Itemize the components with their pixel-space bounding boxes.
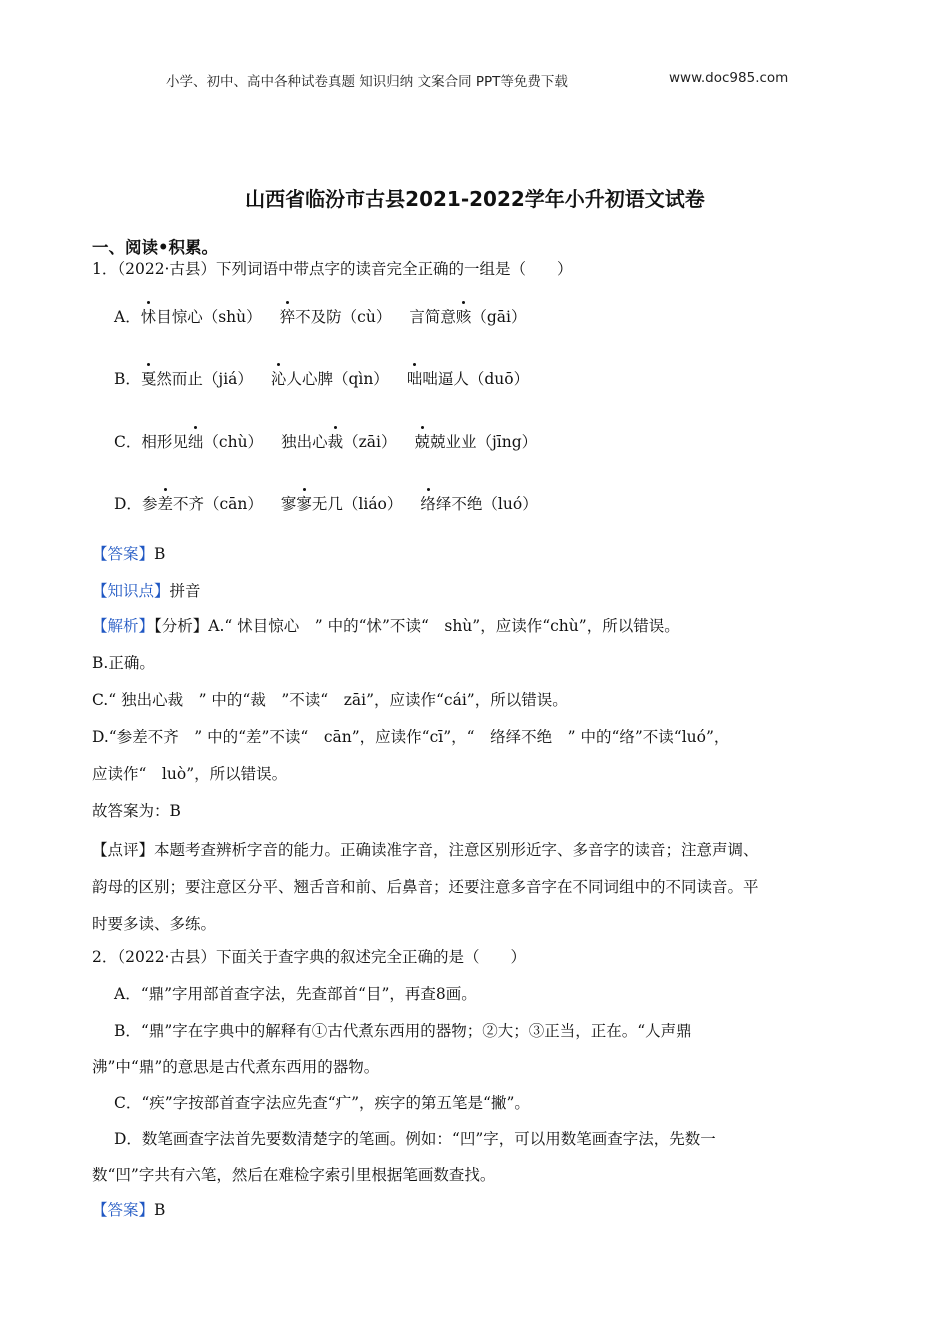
q1-analysis-line-4: D.“参差不齐 ” 中的“差”不读“ cān”，应读作“cī”，“ 络绎不绝 ” 中的“络”不读“luó”， xyxy=(92,728,730,746)
q1-analysis-line-1: 【解析】【分析】A.“ 怵目惊心 ” 中的“怵”不读“ shù”，应读作“chù”，所以错误。 xyxy=(92,617,680,635)
dotted-char: 络 xyxy=(420,495,436,513)
answer-tag: 【答案】 xyxy=(92,1201,155,1219)
dotted-char: 怵 xyxy=(140,308,157,326)
dotted-char: 赅 xyxy=(455,308,472,326)
q1-comment-line-2: 韵母的区别；要注意区分平、翘舌音和前、后鼻音；还要注意多音字在不同词组中的不同读音。平 xyxy=(92,878,759,896)
q1-option-c: C．相形见绌（chù） 独出心裁（zāi） 兢兢业业（jīng） xyxy=(114,433,538,451)
q1-stem: 1．（2022·古县）下列词语中带点字的读音完全正确的一组是（ ） xyxy=(92,260,573,278)
dotted-char: 沁 xyxy=(270,370,287,388)
q1-answer xyxy=(92,543,165,565)
answer-value: B xyxy=(154,545,166,563)
q1-comment-line-1: 【点评】本题考查辨析字音的能力。正确读准字音，注意区别形近字、多音字的读音；注意声调、 xyxy=(92,841,759,859)
q2-option-b-cont: 沸”中“鼎”的意思是古代煮东西用的器物。 xyxy=(92,1058,380,1076)
dotted-char: 差 xyxy=(157,495,173,513)
option-letter: C． xyxy=(114,433,142,451)
section-heading: 一、阅读•积累。 xyxy=(92,238,219,257)
header-tagline: 小学、初中、高中各种试卷真题 知识归纳 文案合同 PPT等免费下载 xyxy=(166,74,568,90)
q1-knowledge-point xyxy=(92,580,201,602)
q2-option-a: A．“鼎”字用部首查字法，先查部首“目”，再查8画。 xyxy=(114,985,477,1003)
answer-tag: 【答案】 xyxy=(92,545,155,563)
dotted-char: 寥 xyxy=(296,495,312,513)
dotted-char: 猝 xyxy=(279,308,296,326)
page-title: 山西省临汾市古县2021-2022学年小升初语文试卷 xyxy=(245,187,705,211)
header-site[interactable]: www.doc985.com xyxy=(669,70,789,86)
q2-stem: 2．（2022·古县）下面关于查字典的叙述完全正确的是（ ） xyxy=(92,948,526,966)
analysis-tag: 【解析】 xyxy=(92,617,155,635)
knowledge-tag: 【知识点】 xyxy=(92,582,170,600)
dotted-char: 绌 xyxy=(187,433,204,451)
answer-value: B xyxy=(154,1201,166,1219)
q2-option-d: D．数笔画查字法首先要数清楚字的笔画。例如：“凹”字，可以用数笔画查字法，先数一 xyxy=(114,1130,716,1148)
option-letter: A． xyxy=(114,308,141,326)
q2-option-c: C．“疾”字按部首查字法应先查“疒”，疾字的第五笔是“撇”。 xyxy=(114,1094,530,1112)
q2-answer xyxy=(92,1199,165,1221)
q2-option-b: B．“鼎”字在字典中的解释有①古代煮东西用的器物；②大；③正当，正在。“人声鼎 xyxy=(114,1022,692,1040)
q1-analysis-line-3: C.“ 独出心裁 ” 中的“裁 ”不读“ zāi”，应读作“cái”，所以错误。 xyxy=(92,691,568,709)
dotted-char: 咄 xyxy=(406,370,423,388)
dotted-char: 戛 xyxy=(140,370,157,388)
q2-option-d-cont: 数“凹”字共有六笔，然后在难检字索引里根据笔画数查找。 xyxy=(92,1166,496,1184)
q1-analysis-line-5: 应读作“ luò”，所以错误。 xyxy=(92,765,288,783)
knowledge-value: 拼音 xyxy=(169,582,201,600)
q1-option-d: D．参差不齐（cān） 寥寥无几（liáo） 络绎不绝（luó） xyxy=(114,495,538,513)
dotted-char: 兢 xyxy=(414,433,430,451)
q1-analysis-line-6: 故答案为：B xyxy=(92,802,181,820)
q1-analysis-line-2: B.正确。 xyxy=(92,654,155,672)
option-letter: B． xyxy=(114,370,141,388)
option-letter: D． xyxy=(114,495,142,513)
dotted-char: 裁 xyxy=(327,433,344,451)
q1-option-b: B．戛然而止（jiá） 沁人心脾（qìn） 咄咄逼人（duō） xyxy=(114,370,530,388)
q1-option-a: A．怵目惊心（shù） 猝不及防（cù） 言简意赅（gāi） xyxy=(114,308,527,326)
q1-comment-line-3: 时要多读、多练。 xyxy=(92,915,217,933)
